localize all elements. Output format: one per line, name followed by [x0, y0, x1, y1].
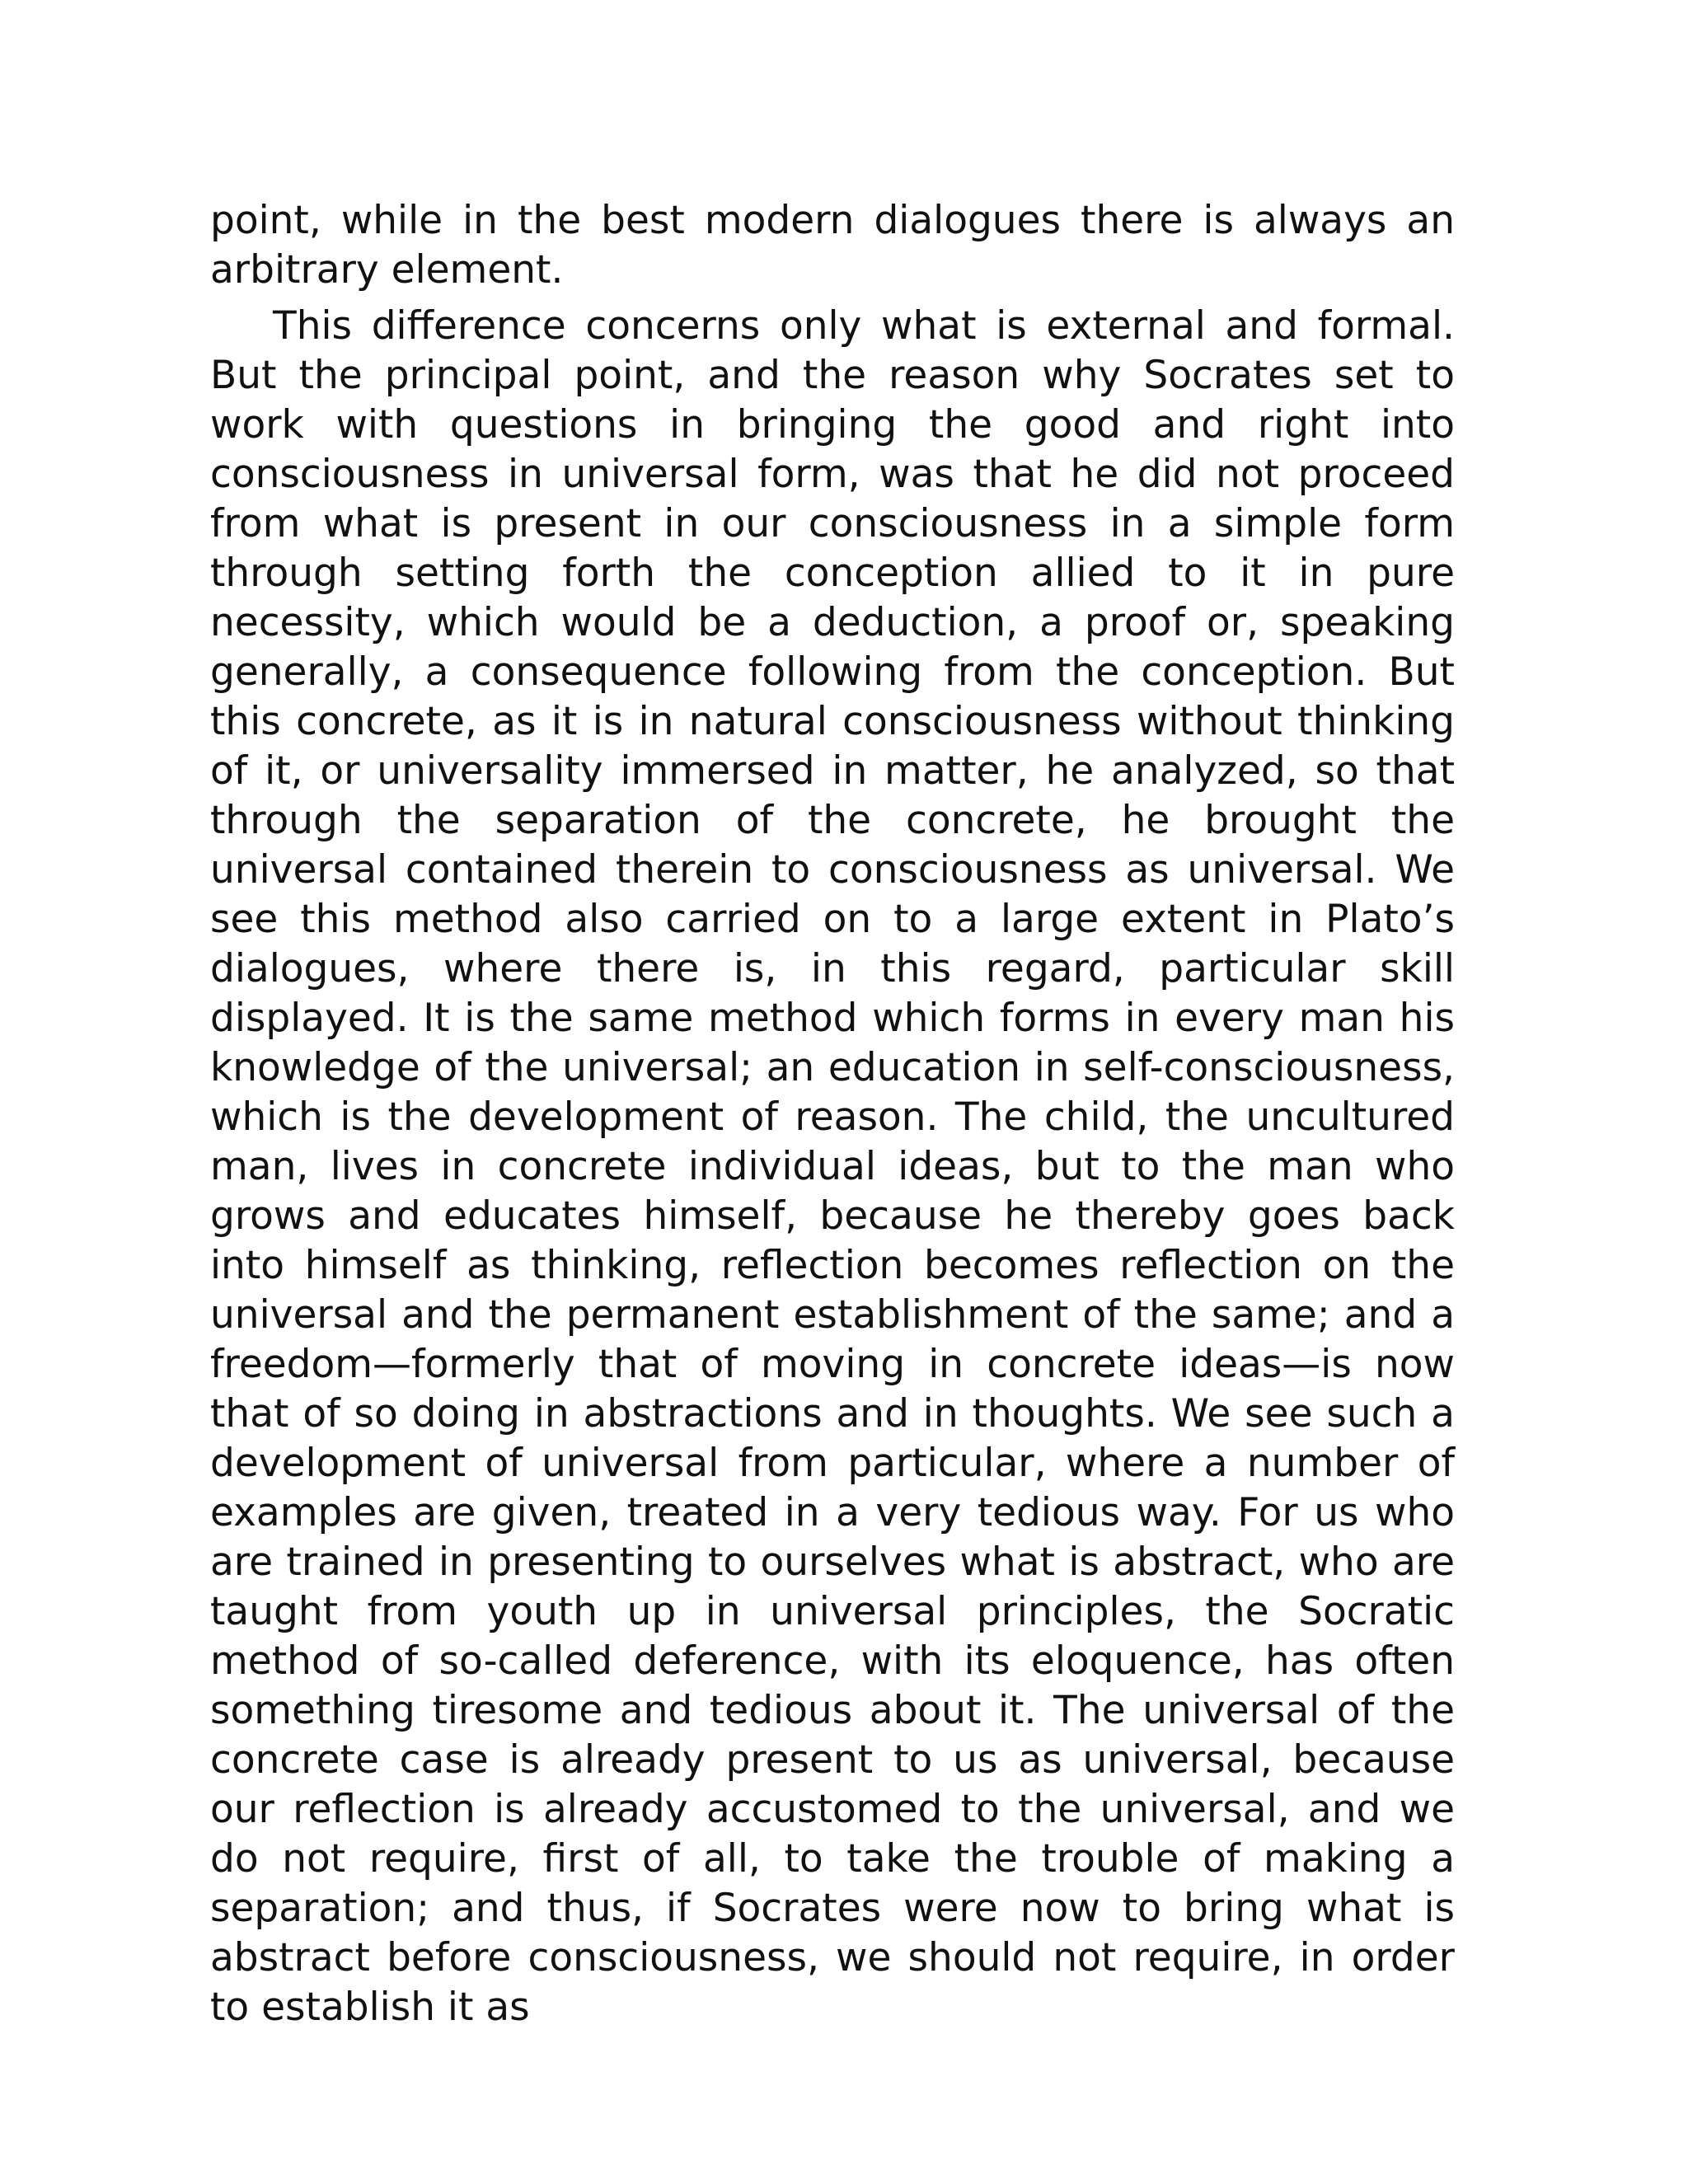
paragraph-continuation: point, while in the best modern dialogues there is always an arbitrary element.: [210, 198, 1455, 293]
paragraph-main: This difference concerns only what is external and formal. But the principal point, and the reason why Socrates set to work with questions in bringing the good and right into consciousness in universal form, was that he did not proceed from what is present in our consciousness in a simple form through setting forth the conception allied to it in pure necessity, which would be a deduction, a proof or, speaking generally, a consequence following from the conception. But this concrete, as it is in natural consciousness without thinking of it, or universality immersed in matter, he analyzed, so that through the separation of the concrete, he brought the universal contained therein to consciousness as universal. We see this method also carried on to a large extent in Plato’s dialogues, where there is, in this regard, particular skill displayed. It is the same method which forms in every man his knowledge of the universal; an education in self-consciousness, which is the development of reason. The child, the uncultured man, lives in concrete individual ideas, but to the man who grows and educates himself, because he thereby goes back into himself as thinking, reflection becomes reflection on the universal and the permanent establishment of the same; and a freedom—formerly that of moving in concrete ideas—is now that of so doing in abstractions and in thoughts. We see such a development of universal from particular, where a number of examples are given, treated in a very tedious way. For us who are trained in presenting to ourselves what is abstract, who are taught from youth up in universal principles, the Socratic method of so-called deference, with its eloquence, has often something tiresome and tedious about it. The universal of the concrete case is already present to us as universal, because our reflection is already accustomed to the universal, and we do not require, first of all, to take the trouble of making a separation; and thus, if Socrates were now to bring what is abstract before consciousness, we should not require, in order to establish it as: [210, 303, 1455, 2030]
body-text: [210, 196, 1455, 2032]
